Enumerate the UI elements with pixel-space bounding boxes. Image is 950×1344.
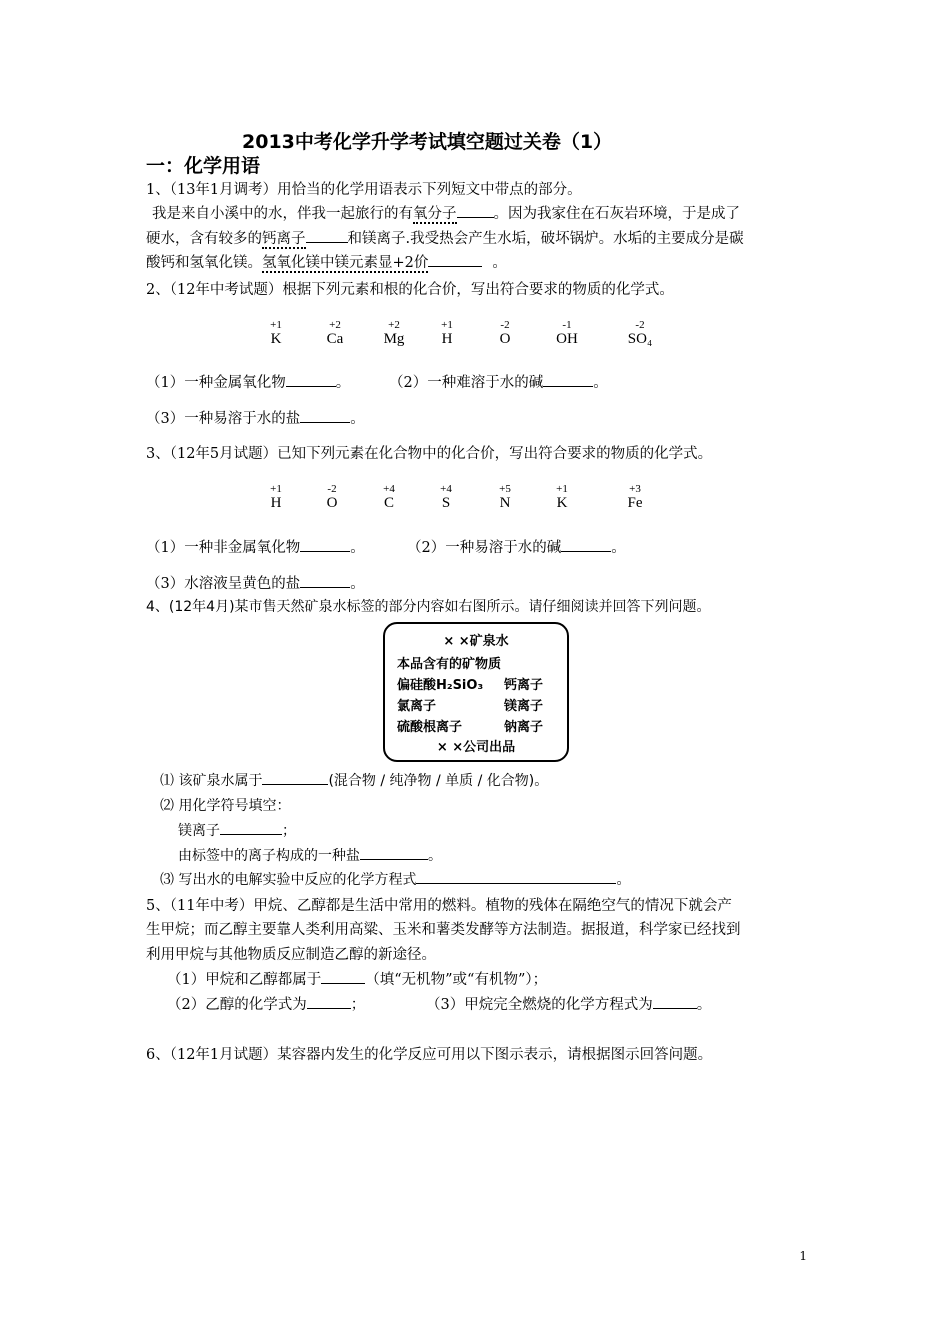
- q1-line2: [146, 227, 744, 248]
- q3-blank-2[interactable]: [561, 537, 611, 552]
- q5-line3: 利用甲烷与其他物质反应制造乙醇的新途径。: [146, 947, 436, 963]
- q4-p2a-text: 镁离子: [178, 823, 220, 839]
- q3-stem: 3、（12年5月试题）已知下列元素在化合物中的化合价，写出符合要求的物质的化学式。: [146, 446, 713, 462]
- q1-text: 硬水，含有较多的: [146, 231, 262, 247]
- q5-blank-2[interactable]: [307, 994, 351, 1009]
- q1-dotted-calcium-ion: 钙离子: [262, 231, 306, 247]
- q5-p1-text: （1）甲烷和乙醇都属于: [167, 972, 322, 988]
- q4-blank-3[interactable]: [360, 845, 428, 860]
- q3-part1: [146, 536, 365, 557]
- q4-p3-end: 。: [616, 872, 631, 888]
- q5-part2: [167, 993, 365, 1014]
- q4-p1-text: ⑴ 该矿泉水属于: [160, 773, 263, 789]
- valence-item: -2 O: [326, 483, 338, 511]
- q2-p2-text: （2）一种难溶于水的碱: [389, 375, 544, 391]
- q3-p1-end: 。: [350, 540, 365, 556]
- q1-text: 我是来自小溪中的水，伴我一起旅行的有: [152, 206, 413, 222]
- valence-item: -2 O: [499, 319, 511, 347]
- q3-p2-end: 。: [611, 540, 626, 556]
- q2-part1: [146, 371, 350, 392]
- q2-p1-end: 。: [335, 375, 351, 391]
- label-line: × ×公司出品: [436, 740, 516, 755]
- label-line: 硫酸根离子: [397, 720, 463, 735]
- q4-blank-1[interactable]: [262, 770, 328, 785]
- q4-part3: [160, 869, 630, 889]
- q1-text: 和镁离子.我受热会产生水垢，破坏锅炉。水垢的主要成分是碳: [347, 231, 744, 247]
- label-line: 本品含有的矿物质: [397, 657, 502, 672]
- q4-p2b-text: 由标签中的离子构成的一种盐: [178, 848, 360, 864]
- valence-item: +1 K: [270, 319, 282, 347]
- valence-item: -1 OH: [556, 319, 578, 347]
- valence-item: +5 N: [499, 483, 511, 511]
- valence-item: +1 K: [556, 483, 568, 511]
- q5-p3-end: 。: [696, 997, 712, 1013]
- valence-item: +1 H: [441, 319, 453, 347]
- q5-blank-3[interactable]: [653, 994, 697, 1009]
- q3-part2: [407, 536, 626, 557]
- q3-part3: [146, 572, 365, 593]
- label-line: × ×矿泉水: [443, 634, 509, 649]
- q1-line3: [146, 251, 507, 272]
- q5-p2-text: （2）乙醇的化学式为: [167, 997, 307, 1013]
- q2-blank-1[interactable]: [286, 372, 336, 387]
- valence-item: +4 C: [383, 483, 395, 511]
- q6-stem: 6、（12年1月试题）某容器内发生的化学反应可用以下图示表示，请根据图示回答问题。: [146, 1047, 713, 1063]
- q4-stem: 4、(12年4月)某市售天然矿泉水标签的部分内容如右图所示。请仔细阅读并回答下列问题。: [146, 599, 711, 615]
- q1-text: 酸钙和氢氧化镁。: [146, 255, 262, 271]
- q4-p3-text: ⑶ 写出水的电解实验中反应的化学方程式: [160, 872, 417, 888]
- q2-blank-2[interactable]: [543, 372, 593, 387]
- q2-p3-end: 。: [350, 411, 365, 427]
- q3-p2-text: （2）一种易溶于水的碱: [407, 540, 562, 556]
- label-line: 氯离子: [397, 699, 437, 714]
- q5-p2-end: ；: [350, 997, 366, 1013]
- q5-blank-1[interactable]: [321, 969, 365, 984]
- q3-p3-text: （3）水溶液呈黄色的盐: [146, 576, 301, 592]
- q4-blank-4[interactable]: [416, 869, 616, 884]
- q2-p2-end: 。: [593, 375, 608, 391]
- q1-stem: 1、（13年1月调考）用恰当的化学用语表示下列短文中带点的部分。: [146, 182, 582, 198]
- q5-line1: 5、（11年中考）甲烷、乙醇都是生活中常用的燃料。植物的残体在隔绝空气的情况下就会产: [146, 898, 732, 914]
- q5-p1-hint: （填“无机物”或“有机物”）；: [365, 972, 548, 988]
- q3-p1-text: （1）一种非金属氧化物: [146, 540, 301, 556]
- q4-p2b-end: 。: [428, 848, 442, 864]
- q1-text: 。: [492, 255, 507, 271]
- valence-item: +3 Fe: [627, 483, 643, 511]
- q2-stem: 2、（12年中考试题）根据下列元素和根的化合价，写出符合要求的物质的化学式。: [146, 282, 674, 298]
- q3-blank-1[interactable]: [300, 537, 350, 552]
- label-line: 钙离子: [504, 678, 544, 693]
- q4-part2: ⑵ 用化学符号填空：: [160, 798, 291, 814]
- q1-dotted-valence: 氢氧化镁中镁元素显+2价: [262, 255, 429, 271]
- page-title: 2013中考化学升学考试填空题过关卷（1）: [242, 131, 613, 153]
- q1-line1: [152, 202, 740, 223]
- q1-text: 。因为我家住在石灰岩环境，于是成了: [493, 206, 740, 222]
- q2-p1-text: （1）一种金属氧化物: [146, 375, 286, 391]
- valence-item: +1 H: [270, 483, 282, 511]
- valence-item: -2 SO₄: [627, 319, 653, 347]
- label-line: 偏硅酸H₂SiO₃: [397, 678, 484, 693]
- q4-part1: [160, 770, 548, 790]
- q3-blank-3[interactable]: [300, 573, 350, 588]
- label-line: 钠离子: [504, 720, 544, 735]
- valence-item: +2 Ca: [326, 319, 344, 347]
- label-line: 镁离子: [504, 699, 544, 714]
- q1-blank-1[interactable]: [457, 203, 494, 218]
- valence-item: +4 S: [440, 483, 452, 511]
- q5-part1: [167, 968, 547, 989]
- valence-item: +2 Mg: [383, 319, 405, 347]
- q2-part3: [146, 407, 365, 428]
- q5-line2: 生甲烷；而乙醇主要靠人类利用高粱、玉米和薯类发酵等方法制造。据报道，科学家已经找到: [146, 922, 741, 938]
- q4-part2b: [178, 845, 442, 865]
- q2-p3-text: （3）一种易溶于水的盐: [146, 411, 301, 427]
- q1-blank-2[interactable]: [306, 228, 348, 243]
- q4-p2a-end: ；: [282, 823, 296, 839]
- q4-part2a: [178, 820, 296, 840]
- section-heading: 一：化学用语: [146, 155, 261, 177]
- page-number: 1: [799, 1249, 807, 1263]
- q4-p1-options: (混合物 / 纯净物 / 单质 / 化合物)。: [328, 773, 549, 789]
- q2-blank-3[interactable]: [300, 408, 350, 423]
- mineral-water-label: [383, 622, 569, 762]
- q4-blank-2[interactable]: [220, 820, 282, 835]
- q5-p3-text: （3）甲烷完全燃烧的化学方程式为: [426, 997, 653, 1013]
- q1-dotted-oxygen-molecule: 氧分子: [413, 206, 457, 222]
- q5-part3: [426, 993, 711, 1014]
- q2-part2: [389, 371, 608, 392]
- q1-blank-3[interactable]: [428, 252, 482, 267]
- q3-p3-end: 。: [350, 576, 365, 592]
